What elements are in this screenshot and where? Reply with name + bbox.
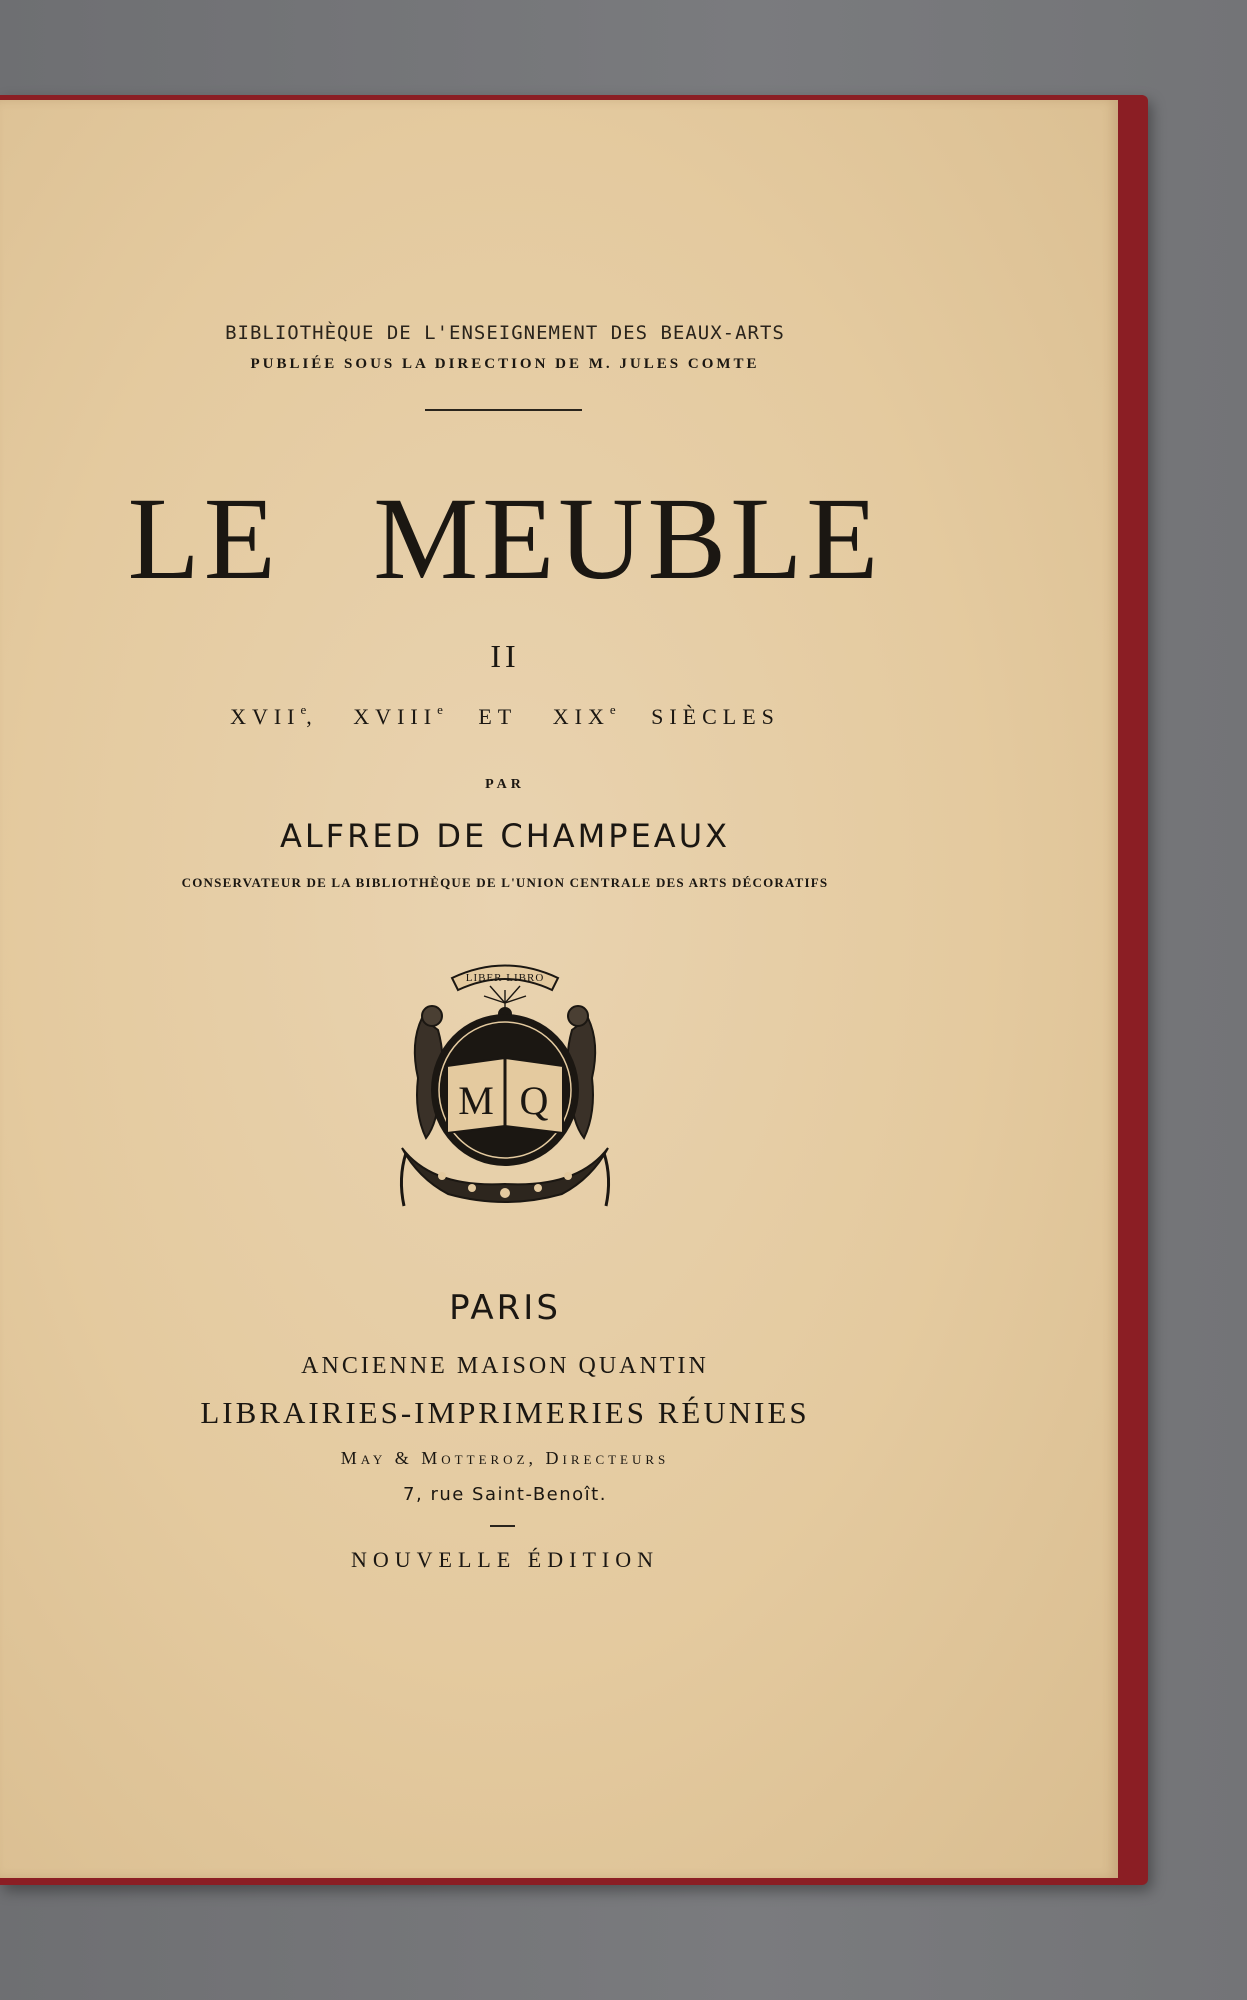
conjunction: ET (478, 704, 518, 730)
century-19: XIXe (552, 702, 616, 730)
publisher-name: LIBRAIRIES-IMPRIMERIES RÉUNIES (200, 1395, 810, 1430)
publication-city: PARIS (449, 1288, 561, 1328)
publisher-mark-icon (392, 948, 618, 1210)
monogram-letter-right: Q (519, 1078, 549, 1123)
divider-rule (425, 409, 582, 411)
publisher-address: 7, rue Saint-Benoît. (403, 1484, 607, 1505)
series-heading: BIBLIOTHÈQUE DE L'ENSEIGNEMENT DES BEAUX-ARTS (225, 322, 785, 344)
monogram-letter-left: M (458, 1078, 494, 1123)
author-name: ALFRED DE CHAMPEAUX (279, 817, 731, 855)
edition-note: NOUVELLE ÉDITION (351, 1547, 659, 1572)
title-page (0, 100, 1118, 1878)
century-18: XVIIIe (353, 702, 443, 730)
series-direction: PUBLIÉE SOUS LA DIRECTION DE M. JULES COMTE (250, 356, 760, 372)
by-label: PAR (485, 777, 525, 792)
publisher-directors: May & Motteroz, Directeurs (340, 1448, 670, 1468)
author-affiliation: CONSERVATEUR DE LA BIBLIOTHÈQUE DE L'UNION CENTRALE DES ARTS DÉCORATIFS (181, 875, 829, 890)
publishing-house: ANCIENNE MAISON QUANTIN (301, 1353, 709, 1379)
book-title: LE MEUBLE (127, 473, 883, 604)
volume-number: II (490, 638, 520, 674)
centuries-word: SIÈCLES (651, 704, 780, 730)
century-17: XVIIe, (230, 702, 318, 730)
publisher-motto: LIBER LIBRO (465, 972, 545, 984)
short-divider (490, 1525, 515, 1527)
centuries-subtitle (0, 704, 1010, 730)
